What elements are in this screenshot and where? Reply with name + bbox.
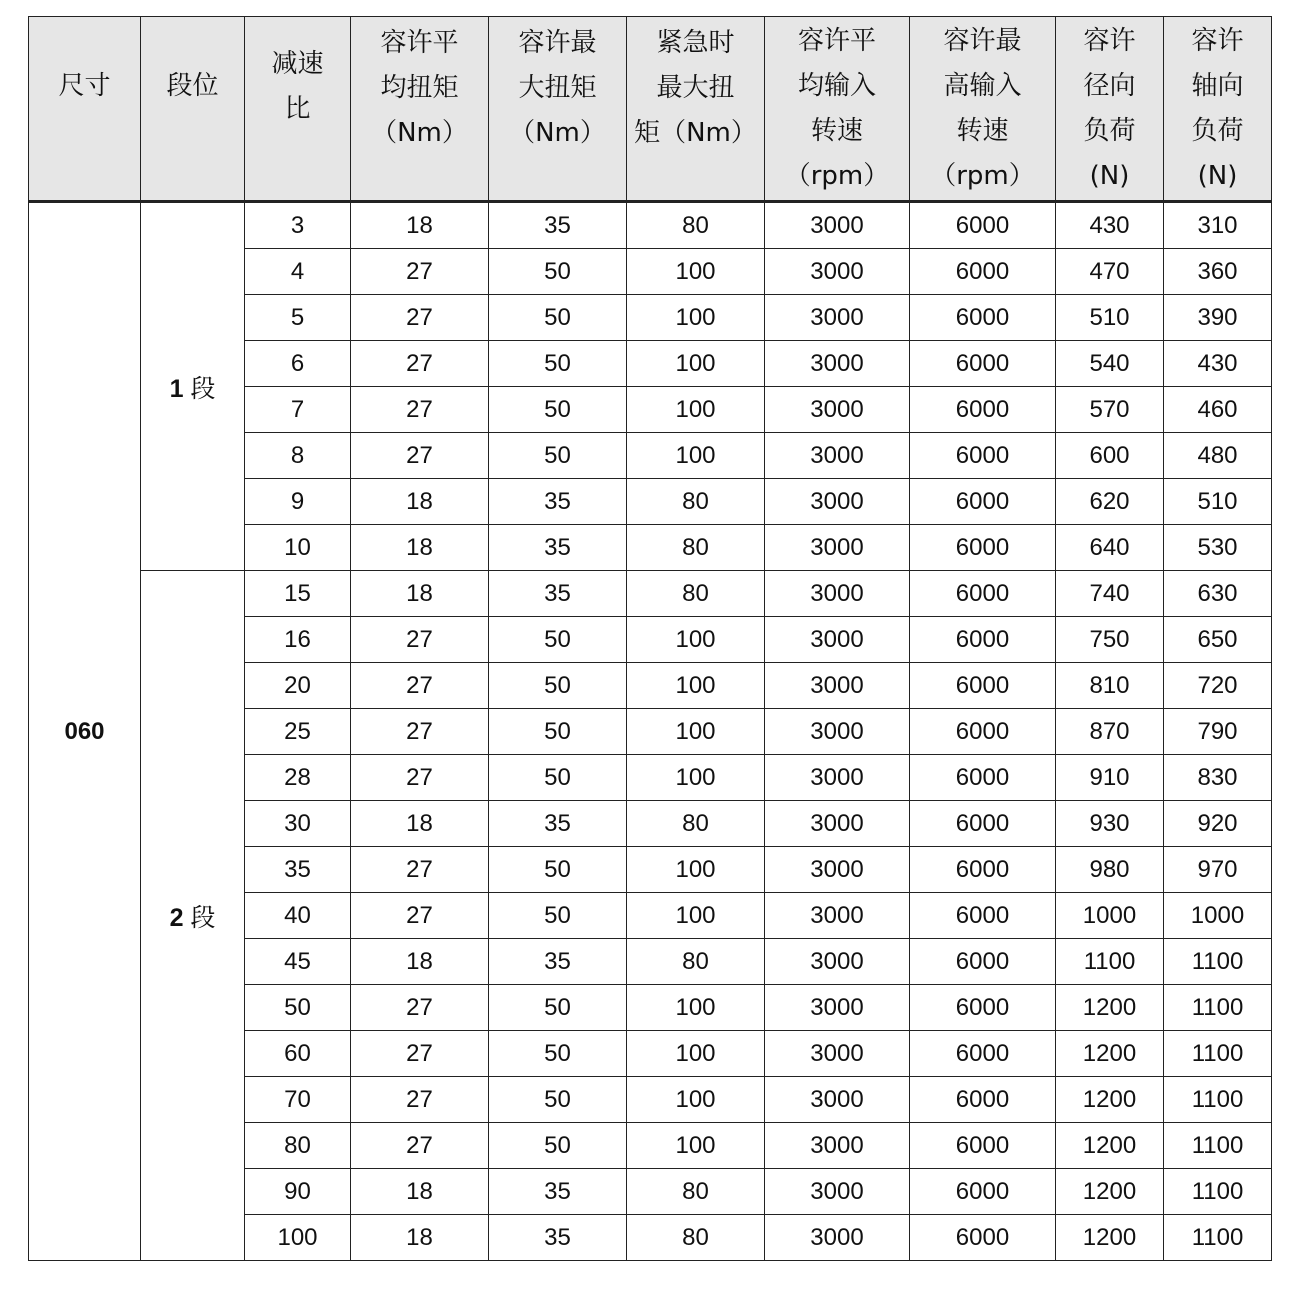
cell-axial-load: 1100 bbox=[1164, 1169, 1272, 1215]
cell-emergency-torque: 100 bbox=[627, 847, 765, 893]
cell-emergency-torque: 100 bbox=[627, 663, 765, 709]
header-max-input-speed: 容许最 高输入 转速 （rpm） bbox=[910, 17, 1056, 202]
cell-avg-input-speed: 3000 bbox=[765, 1077, 910, 1123]
header-emergency-torque: 紧急时 最大扭 矩（Nm） bbox=[627, 17, 765, 202]
cell-max-torque: 50 bbox=[489, 847, 627, 893]
header-stage: 段位 bbox=[141, 17, 245, 202]
cell-max-torque: 50 bbox=[489, 249, 627, 295]
cell-emergency-torque: 100 bbox=[627, 341, 765, 387]
cell-avg-input-speed: 3000 bbox=[765, 433, 910, 479]
table-row bbox=[29, 571, 1272, 617]
cell-ratio: 90 bbox=[245, 1169, 351, 1215]
header-axial-load: 容许 轴向 负荷 (N) bbox=[1164, 17, 1272, 202]
cell-radial-load: 810 bbox=[1056, 663, 1164, 709]
cell-ratio: 8 bbox=[245, 433, 351, 479]
cell-avg-torque: 18 bbox=[351, 479, 489, 525]
cell-max-input-speed: 6000 bbox=[910, 801, 1056, 847]
stage-number: 1 bbox=[169, 374, 184, 403]
cell-radial-load: 1200 bbox=[1056, 1169, 1164, 1215]
cell-radial-load: 1200 bbox=[1056, 1215, 1164, 1261]
cell-ratio: 15 bbox=[245, 571, 351, 617]
cell-avg-input-speed: 3000 bbox=[765, 1169, 910, 1215]
cell-avg-torque: 27 bbox=[351, 387, 489, 433]
cell-radial-load: 750 bbox=[1056, 617, 1164, 663]
cell-avg-torque: 18 bbox=[351, 801, 489, 847]
cell-radial-load: 620 bbox=[1056, 479, 1164, 525]
cell-emergency-torque: 100 bbox=[627, 1031, 765, 1077]
cell-max-input-speed: 6000 bbox=[910, 1169, 1056, 1215]
cell-max-torque: 50 bbox=[489, 985, 627, 1031]
cell-axial-load: 720 bbox=[1164, 663, 1272, 709]
cell-ratio: 35 bbox=[245, 847, 351, 893]
cell-avg-torque: 27 bbox=[351, 617, 489, 663]
cell-avg-torque: 18 bbox=[351, 525, 489, 571]
cell-max-input-speed: 6000 bbox=[910, 295, 1056, 341]
cell-avg-torque: 27 bbox=[351, 295, 489, 341]
cell-avg-torque: 18 bbox=[351, 1169, 489, 1215]
cell-max-input-speed: 6000 bbox=[910, 893, 1056, 939]
cell-ratio: 30 bbox=[245, 801, 351, 847]
cell-emergency-torque: 100 bbox=[627, 1123, 765, 1169]
cell-axial-load: 920 bbox=[1164, 801, 1272, 847]
cell-axial-load: 830 bbox=[1164, 755, 1272, 801]
cell-emergency-torque: 100 bbox=[627, 1077, 765, 1123]
cell-avg-input-speed: 3000 bbox=[765, 847, 910, 893]
cell-emergency-torque: 100 bbox=[627, 985, 765, 1031]
cell-avg-input-speed: 3000 bbox=[765, 617, 910, 663]
cell-max-input-speed: 6000 bbox=[910, 709, 1056, 755]
cell-emergency-torque: 100 bbox=[627, 433, 765, 479]
cell-max-torque: 50 bbox=[489, 1031, 627, 1077]
size-cell: 060 bbox=[29, 202, 141, 1261]
cell-avg-torque: 27 bbox=[351, 847, 489, 893]
cell-max-input-speed: 6000 bbox=[910, 847, 1056, 893]
cell-avg-torque: 27 bbox=[351, 1123, 489, 1169]
cell-ratio: 9 bbox=[245, 479, 351, 525]
cell-max-input-speed: 6000 bbox=[910, 433, 1056, 479]
cell-ratio: 6 bbox=[245, 341, 351, 387]
cell-axial-load: 1100 bbox=[1164, 1077, 1272, 1123]
cell-max-torque: 50 bbox=[489, 709, 627, 755]
cell-max-torque: 50 bbox=[489, 1123, 627, 1169]
cell-max-torque: 50 bbox=[489, 755, 627, 801]
cell-avg-torque: 27 bbox=[351, 663, 489, 709]
cell-ratio: 25 bbox=[245, 709, 351, 755]
cell-axial-load: 510 bbox=[1164, 479, 1272, 525]
cell-max-input-speed: 6000 bbox=[910, 985, 1056, 1031]
cell-radial-load: 510 bbox=[1056, 295, 1164, 341]
cell-max-torque: 50 bbox=[489, 341, 627, 387]
cell-emergency-torque: 100 bbox=[627, 709, 765, 755]
cell-ratio: 45 bbox=[245, 939, 351, 985]
cell-avg-torque: 27 bbox=[351, 249, 489, 295]
cell-avg-torque: 18 bbox=[351, 1215, 489, 1261]
cell-axial-load: 970 bbox=[1164, 847, 1272, 893]
cell-avg-torque: 27 bbox=[351, 755, 489, 801]
header-avg-torque: 容许平 均扭矩 （Nm） bbox=[351, 17, 489, 202]
cell-max-input-speed: 6000 bbox=[910, 1077, 1056, 1123]
cell-max-torque: 35 bbox=[489, 479, 627, 525]
cell-max-torque: 35 bbox=[489, 571, 627, 617]
cell-radial-load: 430 bbox=[1056, 202, 1164, 249]
cell-axial-load: 630 bbox=[1164, 571, 1272, 617]
cell-emergency-torque: 80 bbox=[627, 479, 765, 525]
cell-max-input-speed: 6000 bbox=[910, 249, 1056, 295]
cell-avg-torque: 27 bbox=[351, 1031, 489, 1077]
cell-avg-input-speed: 3000 bbox=[765, 387, 910, 433]
cell-ratio: 100 bbox=[245, 1215, 351, 1261]
cell-avg-torque: 27 bbox=[351, 709, 489, 755]
cell-radial-load: 470 bbox=[1056, 249, 1164, 295]
cell-avg-torque: 27 bbox=[351, 341, 489, 387]
cell-avg-input-speed: 3000 bbox=[765, 985, 910, 1031]
cell-radial-load: 980 bbox=[1056, 847, 1164, 893]
cell-axial-load: 650 bbox=[1164, 617, 1272, 663]
cell-avg-input-speed: 3000 bbox=[765, 571, 910, 617]
cell-ratio: 10 bbox=[245, 525, 351, 571]
cell-emergency-torque: 100 bbox=[627, 387, 765, 433]
cell-ratio: 60 bbox=[245, 1031, 351, 1077]
cell-avg-torque: 27 bbox=[351, 985, 489, 1031]
cell-axial-load: 1100 bbox=[1164, 1215, 1272, 1261]
cell-max-input-speed: 6000 bbox=[910, 387, 1056, 433]
cell-max-input-speed: 6000 bbox=[910, 479, 1056, 525]
cell-radial-load: 930 bbox=[1056, 801, 1164, 847]
cell-radial-load: 570 bbox=[1056, 387, 1164, 433]
cell-max-input-speed: 6000 bbox=[910, 571, 1056, 617]
cell-emergency-torque: 100 bbox=[627, 893, 765, 939]
cell-avg-input-speed: 3000 bbox=[765, 709, 910, 755]
cell-avg-input-speed: 3000 bbox=[765, 755, 910, 801]
header-row bbox=[29, 17, 1272, 202]
cell-ratio: 50 bbox=[245, 985, 351, 1031]
table-row bbox=[29, 202, 1272, 249]
cell-avg-torque: 27 bbox=[351, 1077, 489, 1123]
cell-radial-load: 540 bbox=[1056, 341, 1164, 387]
cell-radial-load: 870 bbox=[1056, 709, 1164, 755]
cell-ratio: 3 bbox=[245, 202, 351, 249]
cell-radial-load: 1200 bbox=[1056, 1077, 1164, 1123]
cell-max-torque: 50 bbox=[489, 433, 627, 479]
cell-avg-input-speed: 3000 bbox=[765, 249, 910, 295]
cell-radial-load: 1200 bbox=[1056, 1031, 1164, 1077]
cell-max-input-speed: 6000 bbox=[910, 1123, 1056, 1169]
cell-max-torque: 50 bbox=[489, 295, 627, 341]
cell-max-torque: 35 bbox=[489, 939, 627, 985]
cell-max-torque: 35 bbox=[489, 1169, 627, 1215]
cell-radial-load: 1100 bbox=[1056, 939, 1164, 985]
cell-radial-load: 640 bbox=[1056, 525, 1164, 571]
cell-ratio: 4 bbox=[245, 249, 351, 295]
cell-emergency-torque: 80 bbox=[627, 1215, 765, 1261]
cell-ratio: 16 bbox=[245, 617, 351, 663]
cell-avg-torque: 27 bbox=[351, 893, 489, 939]
cell-avg-input-speed: 3000 bbox=[765, 1031, 910, 1077]
cell-axial-load: 790 bbox=[1164, 709, 1272, 755]
cell-max-torque: 35 bbox=[489, 801, 627, 847]
cell-emergency-torque: 80 bbox=[627, 202, 765, 249]
cell-axial-load: 460 bbox=[1164, 387, 1272, 433]
stage-cell bbox=[141, 571, 245, 1261]
cell-avg-input-speed: 3000 bbox=[765, 341, 910, 387]
cell-max-input-speed: 6000 bbox=[910, 617, 1056, 663]
cell-axial-load: 1100 bbox=[1164, 1123, 1272, 1169]
cell-emergency-torque: 80 bbox=[627, 801, 765, 847]
cell-ratio: 5 bbox=[245, 295, 351, 341]
cell-avg-input-speed: 3000 bbox=[765, 893, 910, 939]
cell-ratio: 28 bbox=[245, 755, 351, 801]
cell-avg-input-speed: 3000 bbox=[765, 663, 910, 709]
cell-max-torque: 50 bbox=[489, 893, 627, 939]
cell-max-torque: 50 bbox=[489, 1077, 627, 1123]
cell-emergency-torque: 80 bbox=[627, 571, 765, 617]
cell-axial-load: 1000 bbox=[1164, 893, 1272, 939]
cell-radial-load: 1200 bbox=[1056, 985, 1164, 1031]
cell-avg-torque: 18 bbox=[351, 202, 489, 249]
gear-spec-table bbox=[28, 16, 1272, 1261]
stage-label: 段 bbox=[190, 374, 216, 403]
cell-emergency-torque: 80 bbox=[627, 1169, 765, 1215]
cell-avg-torque: 18 bbox=[351, 939, 489, 985]
cell-max-input-speed: 6000 bbox=[910, 341, 1056, 387]
cell-axial-load: 480 bbox=[1164, 433, 1272, 479]
cell-axial-load: 1100 bbox=[1164, 985, 1272, 1031]
cell-radial-load: 740 bbox=[1056, 571, 1164, 617]
cell-max-input-speed: 6000 bbox=[910, 1031, 1056, 1077]
header-radial-load: 容许 径向 负荷 (N) bbox=[1056, 17, 1164, 202]
cell-max-input-speed: 6000 bbox=[910, 755, 1056, 801]
header-size: 尺寸 bbox=[29, 17, 141, 202]
cell-radial-load: 910 bbox=[1056, 755, 1164, 801]
stage-cell bbox=[141, 202, 245, 571]
cell-max-input-speed: 6000 bbox=[910, 525, 1056, 571]
cell-avg-input-speed: 3000 bbox=[765, 801, 910, 847]
table-body bbox=[29, 202, 1272, 1261]
cell-avg-input-speed: 3000 bbox=[765, 479, 910, 525]
cell-emergency-torque: 100 bbox=[627, 617, 765, 663]
cell-ratio: 40 bbox=[245, 893, 351, 939]
cell-avg-input-speed: 3000 bbox=[765, 1123, 910, 1169]
cell-axial-load: 1100 bbox=[1164, 1031, 1272, 1077]
cell-max-torque: 50 bbox=[489, 387, 627, 433]
cell-emergency-torque: 80 bbox=[627, 939, 765, 985]
stage-number: 2 bbox=[169, 903, 184, 932]
cell-max-input-speed: 6000 bbox=[910, 663, 1056, 709]
stage-label: 段 bbox=[190, 903, 216, 932]
cell-ratio: 20 bbox=[245, 663, 351, 709]
cell-avg-torque: 27 bbox=[351, 433, 489, 479]
cell-max-input-speed: 6000 bbox=[910, 939, 1056, 985]
cell-axial-load: 430 bbox=[1164, 341, 1272, 387]
cell-axial-load: 530 bbox=[1164, 525, 1272, 571]
cell-ratio: 7 bbox=[245, 387, 351, 433]
cell-axial-load: 390 bbox=[1164, 295, 1272, 341]
cell-radial-load: 1200 bbox=[1056, 1123, 1164, 1169]
cell-avg-input-speed: 3000 bbox=[765, 295, 910, 341]
cell-avg-input-speed: 3000 bbox=[765, 939, 910, 985]
header-avg-input-speed: 容许平 均输入 转速 （rpm） bbox=[765, 17, 910, 202]
cell-emergency-torque: 80 bbox=[627, 525, 765, 571]
cell-max-torque: 35 bbox=[489, 1215, 627, 1261]
cell-max-input-speed: 6000 bbox=[910, 202, 1056, 249]
header-ratio: 减速 比 bbox=[245, 17, 351, 202]
cell-avg-input-speed: 3000 bbox=[765, 525, 910, 571]
cell-emergency-torque: 100 bbox=[627, 249, 765, 295]
cell-emergency-torque: 100 bbox=[627, 295, 765, 341]
cell-max-torque: 50 bbox=[489, 617, 627, 663]
header-max-torque: 容许最 大扭矩 （Nm） bbox=[489, 17, 627, 202]
cell-max-torque: 50 bbox=[489, 663, 627, 709]
cell-radial-load: 600 bbox=[1056, 433, 1164, 479]
cell-axial-load: 1100 bbox=[1164, 939, 1272, 985]
cell-axial-load: 310 bbox=[1164, 202, 1272, 249]
cell-avg-torque: 18 bbox=[351, 571, 489, 617]
cell-max-torque: 35 bbox=[489, 525, 627, 571]
cell-max-input-speed: 6000 bbox=[910, 1215, 1056, 1261]
cell-ratio: 80 bbox=[245, 1123, 351, 1169]
cell-radial-load: 1000 bbox=[1056, 893, 1164, 939]
cell-axial-load: 360 bbox=[1164, 249, 1272, 295]
cell-max-torque: 35 bbox=[489, 202, 627, 249]
cell-emergency-torque: 100 bbox=[627, 755, 765, 801]
cell-avg-input-speed: 3000 bbox=[765, 1215, 910, 1261]
cell-avg-input-speed: 3000 bbox=[765, 202, 910, 249]
cell-ratio: 70 bbox=[245, 1077, 351, 1123]
